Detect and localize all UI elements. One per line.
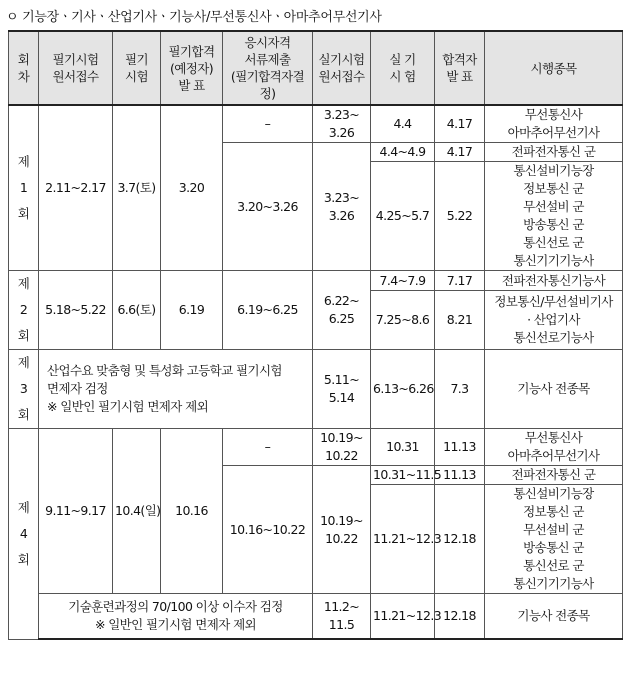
- table-row: [9, 594, 623, 640]
- r2-result-1: 7.17: [435, 271, 485, 291]
- table-row: [9, 429, 623, 466]
- r4-note: 기술훈련과정의 70/100 이상 이수자 검정 ※ 일반인 필기시험 면제자 제외: [39, 594, 313, 640]
- r2-written-exam: 6.6(토): [113, 271, 161, 350]
- header-written-apply: 필기시험 원서접수: [39, 31, 113, 105]
- r4-docs-b: 10.16~10.22: [223, 466, 313, 594]
- r3-result: 7.3: [435, 350, 485, 429]
- r3-exam: 6.13~6.26: [371, 350, 435, 429]
- r1-cats-3: 통신설비기능장 정보통신 군 무선설비 군 방송통신 군 통신선로 군 통신기기기능사: [485, 162, 623, 271]
- r1-exam-2: 4.4~4.9: [371, 143, 435, 162]
- table-row: [9, 271, 623, 291]
- r4-papply-c: 11.2~ 11.5: [313, 594, 371, 640]
- r1-exam-3: 4.25~5.7: [371, 162, 435, 271]
- r3-cats: 기능사 전종목: [485, 350, 623, 429]
- header-row: [9, 31, 623, 105]
- header-docs: 응시자격 서류제출 (필기합격자결정): [223, 31, 313, 105]
- r4-cats-1: 무선통신사 아마추어무선기사: [485, 429, 623, 466]
- r1-cats-1: 무선통신사 아마추어무선기사: [485, 105, 623, 143]
- r2-result-2: 8.21: [435, 291, 485, 350]
- header-practical-exam: 실 기 시 험: [371, 31, 435, 105]
- r3-note: 산업수요 맞춤형 및 특성화 고등학교 필기시험 면제자 검정 ※ 일반인 필기시험 면제자 제외: [39, 350, 313, 429]
- r1-result-3: 5.22: [435, 162, 485, 271]
- header-written-result: 필기합격 (예정자) 발 표: [161, 31, 223, 105]
- r2-cats-2: 정보통신/무선설비기사 · 산업기사 통신선로기능사: [485, 291, 623, 350]
- r2-exam-2: 7.25~8.6: [371, 291, 435, 350]
- r1-papply-a: 3.23~ 3.26: [313, 105, 371, 143]
- r1-result-2: 4.17: [435, 143, 485, 162]
- r2-cats-1: 전파전자통신기능사: [485, 271, 623, 291]
- r1-written-apply: 2.11~2.17: [39, 105, 113, 271]
- r4-result-1: 11.13: [435, 429, 485, 466]
- r4-docs-a: –: [223, 429, 313, 466]
- r4-result-c: 12.18: [435, 594, 485, 640]
- table-row: [9, 350, 623, 429]
- r1-docs-b: 3.20~3.26: [223, 143, 313, 271]
- r4-cats-c: 기능사 전종목: [485, 594, 623, 640]
- table-row: [9, 105, 623, 143]
- r4-result-3: 12.18: [435, 485, 485, 594]
- r1-papply-b: 3.23~ 3.26: [313, 143, 371, 271]
- r1-docs-a: –: [223, 105, 313, 143]
- round-2-label: 제 2 회: [9, 271, 39, 350]
- header-pass-result: 합격자 발 표: [435, 31, 485, 105]
- r2-exam-1: 7.4~7.9: [371, 271, 435, 291]
- r4-exam-3: 11.21~12.3: [371, 485, 435, 594]
- r2-written-apply: 5.18~5.22: [39, 271, 113, 350]
- r1-exam-1: 4.4: [371, 105, 435, 143]
- r4-written-exam: 10.4(일): [113, 429, 161, 594]
- r2-written-result: 6.19: [161, 271, 223, 350]
- r3-papply: 5.11~ 5.14: [313, 350, 371, 429]
- r1-written-result: 3.20: [161, 105, 223, 271]
- r1-written-exam: 3.7(토): [113, 105, 161, 271]
- round-4-label: 제 4 회: [9, 429, 39, 640]
- r2-docs: 6.19~6.25: [223, 271, 313, 350]
- exam-schedule-table: [8, 30, 623, 640]
- r4-exam-2: 10.31~11.5: [371, 466, 435, 485]
- header-round: 회 차: [9, 31, 39, 105]
- r1-cats-2: 전파전자통신 군: [485, 143, 623, 162]
- section-title: ㅇ 기능장ㆍ기사ㆍ산업기사ㆍ기능사/무선통신사ㆍ아마추어무선기사: [6, 10, 382, 25]
- r2-papply: 6.22~ 6.25: [313, 271, 371, 350]
- r4-result-2: 11.13: [435, 466, 485, 485]
- header-written-exam: 필기 시험: [113, 31, 161, 105]
- r4-exam-1: 10.31: [371, 429, 435, 466]
- round-3-label: 제 3 회: [9, 350, 39, 429]
- round-1-label: 제 1 회: [9, 105, 39, 271]
- header-categories: 시행종목: [485, 31, 623, 105]
- r4-cats-3: 통신설비기능장 정보통신 군 무선설비 군 방송통신 군 통신선로 군 통신기기기능사: [485, 485, 623, 594]
- header-practical-apply: 실기시험 원서접수: [313, 31, 371, 105]
- r4-written-result: 10.16: [161, 429, 223, 594]
- r4-written-apply: 9.11~9.17: [39, 429, 113, 594]
- r4-papply-b: 10.19~ 10.22: [313, 466, 371, 594]
- r4-cats-2: 전파전자통신 군: [485, 466, 623, 485]
- r4-exam-c: 11.21~12.3: [371, 594, 435, 640]
- r1-result-1: 4.17: [435, 105, 485, 143]
- r4-papply-a: 10.19~ 10.22: [313, 429, 371, 466]
